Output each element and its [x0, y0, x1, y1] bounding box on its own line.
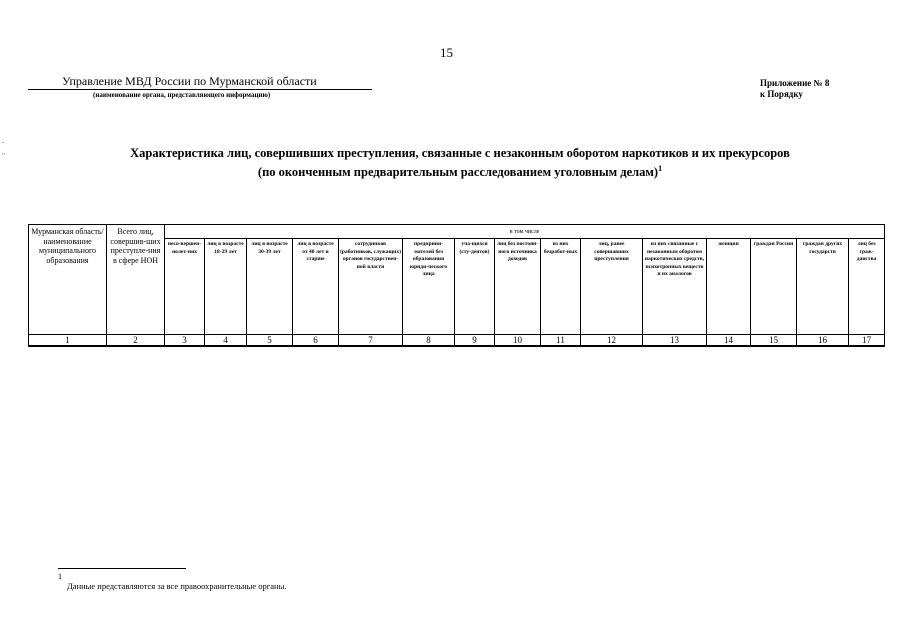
page-number: 15 — [440, 45, 453, 60]
column-number: 11 — [541, 335, 581, 347]
column-number: 3 — [165, 335, 205, 347]
column-number: 5 — [247, 335, 293, 347]
col-header-total: Всего лиц, совершив-ших преступле-ния в сфере НОН — [107, 225, 165, 335]
column-number-row — [29, 335, 885, 347]
col-header-foreign-citizens: граждан других государств — [797, 239, 849, 335]
col-header-region: Мурманская область/ наименование муниципального образования — [29, 225, 107, 335]
col-header-unemployed: из них безработ-ных — [541, 239, 581, 335]
column-number: 15 — [751, 335, 797, 347]
column-number: 17 — [849, 335, 885, 347]
col-header-drug-related: из них связанные с незаконным оборотом наркотических средств, психотропных веществ и их аналогов — [643, 239, 707, 335]
margin-mark: " — [2, 152, 5, 160]
col-header-minors: несо-вершен-нолет-них — [165, 239, 205, 335]
column-number: 16 — [797, 335, 849, 347]
org-underline — [28, 89, 372, 90]
column-number: 7 — [339, 335, 403, 347]
col-header-including: в том числе — [165, 225, 885, 239]
title-line-2 — [60, 161, 860, 180]
column-number: 10 — [495, 335, 541, 347]
footnote-separator — [58, 568, 186, 569]
col-header-entrepreneurs: предприни-мателей без образования юриди-ческого лица — [403, 239, 455, 335]
footnote-mark: 1 — [58, 572, 62, 581]
title-line-2-text: (по оконченным предварительным расследованием уголовным делам) — [257, 165, 659, 180]
col-header-stateless: лиц без граж-данства — [849, 239, 885, 335]
appendix-number: Приложение № 8 — [760, 78, 830, 88]
table-header-row — [29, 225, 885, 239]
column-number: 12 — [581, 335, 643, 347]
org-name: Управление МВД России по Мурманской области — [62, 74, 317, 88]
statistics-table — [28, 224, 885, 347]
appendix-label — [760, 78, 829, 100]
column-number: 1 — [29, 335, 107, 347]
col-header-russian-citizens: граждан России — [751, 239, 797, 335]
column-number: 13 — [643, 335, 707, 347]
column-number: 6 — [293, 335, 339, 347]
org-caption: (наименование органа, представляющего информацию) — [93, 91, 271, 99]
col-header-age-30-39: лиц в возрасте 30-39 лет — [247, 239, 293, 335]
col-header-repeat-offenders: лиц, ранее совершавших преступления — [581, 239, 643, 335]
col-header-age-40-plus: лиц в возрасте от 40 лет и старше — [293, 239, 339, 335]
col-header-state-employees: сотрудников (работников, служащих) органов государствен-ной власти — [339, 239, 403, 335]
column-number: 8 — [403, 335, 455, 347]
title-footnote-ref: 1 — [658, 164, 663, 173]
footnote-text: Данные представляются за все правоохранительные органы. — [67, 581, 287, 591]
column-number: 4 — [205, 335, 247, 347]
column-number: 9 — [455, 335, 495, 347]
title-line-1: Характеристика лиц, совершивших преступления, связанные с незаконным оборотом наркотиков и их прекурсоров — [130, 146, 790, 160]
col-header-no-income: лиц без постоян-ного источника доходов — [495, 239, 541, 335]
col-header-age-18-29: лиц в возрасте 18-29 лет — [205, 239, 247, 335]
document-title — [60, 146, 860, 180]
column-number: 2 — [107, 335, 165, 347]
col-header-women: женщин — [707, 239, 751, 335]
margin-mark: - — [2, 138, 5, 146]
col-header-students: уча-щихся (сту-дентов) — [455, 239, 495, 335]
column-number: 14 — [707, 335, 751, 347]
appendix-reference: к Порядку — [760, 89, 803, 99]
